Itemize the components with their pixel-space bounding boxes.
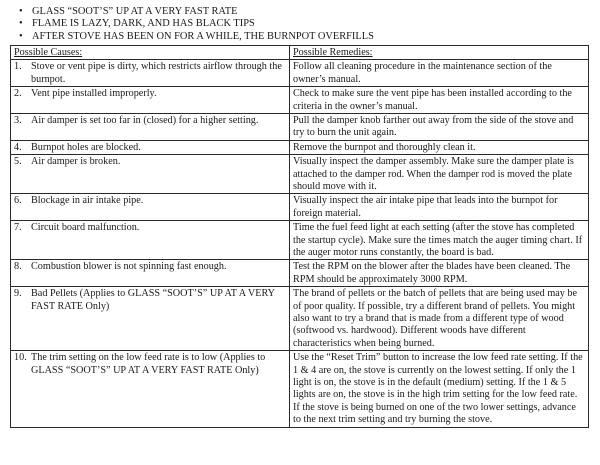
remedy-cell: Remove the burnpot and thoroughly clean it. [290,140,589,154]
table-row [11,287,589,351]
cause-cell [11,260,290,287]
table-row [11,351,589,427]
table-row [11,260,589,287]
troubleshooting-section [10,6,588,428]
causes-remedies-table [10,45,589,428]
row-number: 3. [14,114,22,126]
cause-text: Burnpot holes are blocked. [31,141,141,153]
cause-text: Blockage in air intake pipe. [31,195,144,207]
table-row [11,221,589,260]
row-number: 9. [14,288,22,300]
causes-header: Possible Causes: [11,45,290,59]
remedy-cell: Test the RPM on the blower after the blades have been cleaned. The RPM should be approximately 3000 RPM. [290,260,589,287]
table-row [11,140,589,154]
remedies-header: Possible Remedies: [290,45,589,59]
row-number: 4. [14,141,22,153]
cause-text: Bad Pellets (Applies to GLASS “SOOT’S” UP AT A VERY FAST RATE Only) [31,288,275,312]
cause-cell [11,60,290,87]
remedy-cell: Use the “Reset Trim” button to increase the low feed rate setting. If the 1 & 4 are on, the stove is currently on the lowest setting. If only the 1 light is on, the stove is in the default (medium) setting. If the 1 & 5 lights are on, the stove is in the high trim setting for the low feed rate. If the stove is being burned on one of the two lower settings, advance to the next trim setting and try burning the stove. [290,351,589,427]
remedy-cell: Visually inspect the air intake pipe that leads into the burnpot for foreign material. [290,194,589,221]
cause-cell [11,87,290,114]
cause-text: Combustion blower is not spinning fast enough. [31,261,227,273]
row-number: 10. [14,352,27,364]
cause-cell [11,113,290,140]
symptom-item: • FLAME IS LAZY, DARK, AND HAS BLACK TIPS [32,18,588,30]
cause-text: Vent pipe installed improperly. [31,88,157,100]
row-number: 6. [14,195,22,207]
table-header-row [11,45,589,59]
row-number: 1. [14,61,22,73]
symptom-list [10,6,588,43]
table-row [11,194,589,221]
remedy-cell: Visually inspect the damper assembly. Make sure the damper plate is attached to the damper rod. When the damper rod is moved the plate should move with it. [290,155,589,194]
cause-text: Air damper is broken. [31,156,121,168]
remedy-cell: Time the fuel feed light at each setting (after the stove has completed the startup cycle). Make sure the times match the auger timing chart. If the auger motor runs constantly, the board is bad. [290,221,589,260]
cause-cell [11,194,290,221]
row-number: 5. [14,156,22,168]
row-number: 7. [14,222,22,234]
cause-cell [11,221,290,260]
remedy-cell: The brand of pellets or the batch of pellets that are being used may be of poor quality. If possible, try a different brand of pellets. You might also want to try a brand that is made from a different type of wood (softwood vs. hardwood). Different woods have different characteristics when being burned. [290,287,589,351]
remedy-cell: Follow all cleaning procedure in the maintenance section of the owner’s manual. [290,60,589,87]
cause-text: Air damper is set too far in (closed) for a higher setting. [31,114,259,126]
row-number: 2. [14,88,22,100]
cause-cell [11,351,290,427]
table-row [11,155,589,194]
cause-cell [11,287,290,351]
cause-text: Stove or vent pipe is dirty, which restricts airflow through the burnpot. [31,61,282,85]
symptom-item: • GLASS “SOOT’S” UP AT A VERY FAST RATE [32,6,588,18]
row-number: 8. [14,261,22,273]
table-row [11,87,589,114]
remedy-cell: Pull the damper knob farther out away from the side of the stove and try to burn the unit again. [290,113,589,140]
table-row [11,113,589,140]
cause-text: Circuit board malfunction. [31,222,140,234]
cause-cell [11,155,290,194]
cause-text: The trim setting on the low feed rate is to low (Applies to GLASS “SOOT’S” UP AT A VERY FAST RATE Only) [31,352,266,376]
symptom-item: • AFTER STOVE HAS BEEN ON FOR A WHILE, THE BURNPOT OVERFILLS [32,31,588,43]
cause-cell [11,140,290,154]
table-row [11,60,589,87]
remedy-cell: Check to make sure the vent pipe has been installed according to the criteria in the owner’s manual. [290,87,589,114]
